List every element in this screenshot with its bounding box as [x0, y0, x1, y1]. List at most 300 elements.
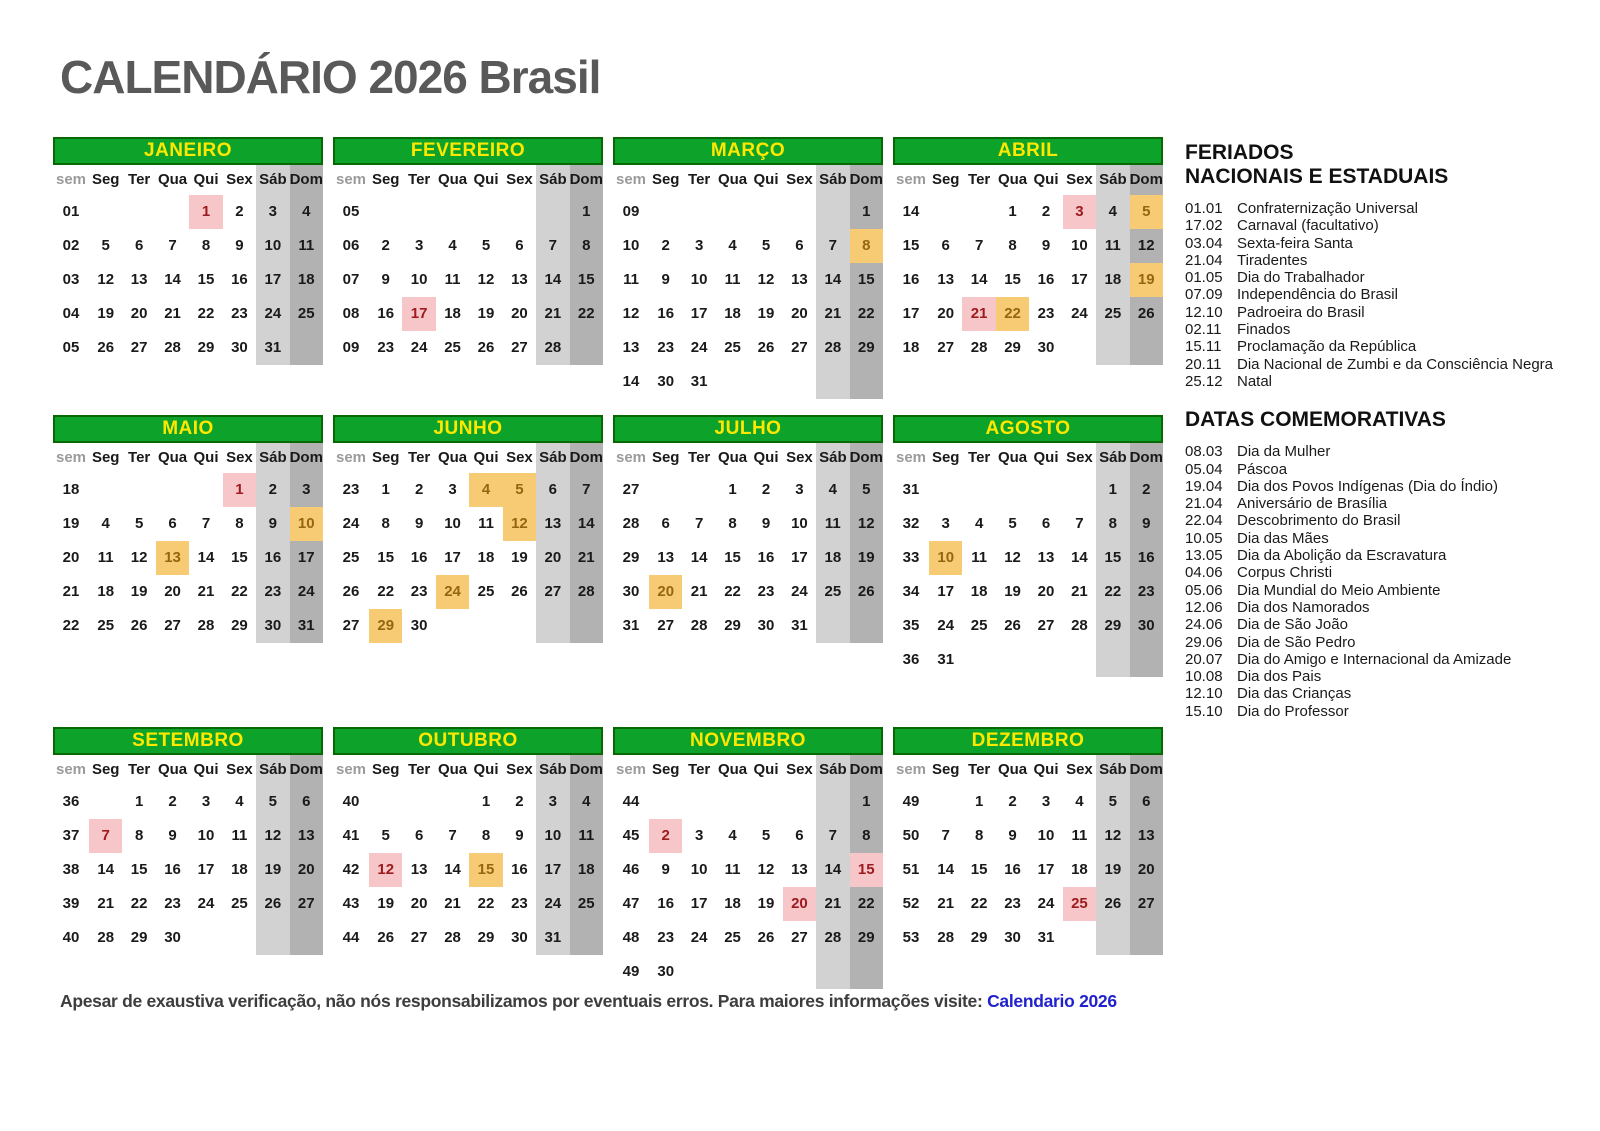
day-cell: 4 — [974, 515, 984, 532]
weekday-header-row — [613, 165, 883, 195]
day-cell: 22 — [970, 895, 988, 912]
day-cell: 29 — [1004, 339, 1021, 356]
day-cell: 21 — [816, 297, 849, 331]
commemorative-date: 19.04 — [1185, 477, 1223, 495]
month-title-marco: MARÇO — [613, 137, 883, 165]
day-cell: 4 — [728, 827, 737, 844]
day-cell: 26 — [850, 575, 883, 609]
day-cell: 25 — [724, 929, 741, 946]
holiday-label: Finados — [1237, 321, 1291, 339]
weekday-header: Ter — [128, 171, 151, 188]
day-cell: 22 — [1096, 575, 1129, 609]
footer-disclaimer — [60, 991, 1117, 1012]
empty-day-cell — [156, 473, 189, 507]
day-cell: 28 — [970, 339, 988, 356]
day-cell: 9 — [515, 827, 524, 844]
day-cell: 30 — [231, 339, 248, 356]
empty-day-cell — [816, 785, 849, 819]
commemorative-date: 10.08 — [1185, 668, 1223, 686]
day-cell: 1 — [134, 793, 144, 810]
week-number: 36 — [902, 651, 920, 668]
day-cell: 22 — [850, 887, 883, 921]
day-cell: 7 — [1075, 515, 1084, 532]
weekday-header: Dom — [290, 165, 323, 195]
weekday-header: Ter — [968, 761, 991, 778]
day-cell: 10 — [536, 819, 569, 853]
day-cell: 27 — [164, 617, 181, 634]
weekday-header: Qua — [717, 761, 748, 778]
week-column-header: sem — [55, 171, 87, 188]
week-row — [333, 609, 603, 643]
empty-day-cell — [749, 785, 782, 819]
day-cell: 11 — [724, 271, 741, 288]
footer-link[interactable]: Calendario 2026 — [987, 991, 1117, 1011]
day-cell: 5 — [850, 473, 883, 507]
week-number: 47 — [622, 895, 640, 912]
empty-day-cell — [682, 195, 715, 229]
month-title-janeiro: JANEIRO — [53, 137, 323, 165]
day-cell: 12 — [503, 507, 536, 541]
commemorative-date: 20.07 — [1185, 650, 1223, 668]
day-cell: 27 — [1037, 617, 1055, 634]
day-cell: 11 — [816, 507, 849, 541]
day-cell: 23 — [410, 583, 428, 600]
day-cell: 5 — [761, 827, 771, 844]
commemorative-label: Dia da Mulher — [1237, 443, 1331, 461]
week-row — [53, 575, 323, 609]
commemorative-date: 21.04 — [1185, 495, 1223, 513]
day-cell: 18 — [1096, 263, 1129, 297]
week-number: 53 — [902, 929, 920, 946]
weekday-header: Seg — [651, 761, 680, 778]
holiday-item — [1185, 269, 1590, 286]
day-cell: 12 — [477, 271, 495, 288]
week-row — [333, 331, 603, 365]
weekday-header: Seg — [371, 171, 400, 188]
week-number: 03 — [62, 271, 80, 288]
empty-day-cell — [649, 473, 682, 507]
weekday-header: Ter — [408, 449, 431, 466]
week-row — [53, 819, 323, 853]
day-cell: 15 — [850, 853, 883, 887]
empty-day-cell — [503, 609, 536, 643]
empty-day-cell — [369, 195, 402, 229]
empty-day-cell — [1096, 921, 1129, 955]
week-number: 50 — [902, 827, 920, 844]
day-cell: 12 — [757, 861, 775, 878]
month-agosto — [893, 415, 1163, 677]
week-row — [613, 609, 883, 643]
commemorative-label: Dia Mundial do Meio Ambiente — [1237, 581, 1441, 599]
weekday-header: Ter — [408, 761, 431, 778]
weekday-header: Seg — [931, 449, 960, 466]
day-cell: 2 — [1130, 473, 1163, 507]
day-cell: 19 — [377, 895, 395, 912]
day-cell: 28 — [937, 929, 955, 946]
week-number: 35 — [902, 617, 920, 634]
day-cell: 18 — [444, 305, 461, 322]
sidebar — [1185, 141, 1590, 720]
weekday-header: Seg — [931, 171, 960, 188]
holiday-item — [1185, 304, 1590, 321]
empty-day-cell — [1063, 921, 1096, 955]
empty-day-cell — [1130, 921, 1163, 955]
holiday-date: 20.11 — [1185, 355, 1222, 373]
week-row — [53, 195, 323, 229]
week-row — [333, 575, 603, 609]
day-cell: 30 — [256, 609, 289, 643]
day-cell: 9 — [256, 507, 289, 541]
month-novembro — [613, 727, 883, 989]
day-cell: 20 — [130, 305, 148, 322]
day-cell: 16 — [231, 271, 248, 288]
day-cell: 18 — [477, 549, 495, 566]
commemorative-heading: DATAS COMEMORATIVAS — [1185, 408, 1446, 432]
weekday-header: Seg — [91, 761, 120, 778]
empty-day-cell — [570, 921, 603, 955]
day-cell: 12 — [130, 549, 148, 566]
day-cell: 15 — [1096, 541, 1129, 575]
day-cell: 10 — [410, 271, 428, 288]
week-row — [333, 507, 603, 541]
week-number: 41 — [342, 827, 360, 844]
day-cell: 8 — [850, 819, 883, 853]
day-cell: 26 — [1096, 887, 1129, 921]
empty-day-cell — [816, 609, 849, 643]
holidays-list — [1185, 200, 1590, 390]
week-row — [893, 195, 1163, 229]
commemorative-list — [1185, 443, 1590, 720]
day-cell: 25 — [1063, 887, 1096, 921]
day-cell: 10 — [290, 507, 323, 541]
holiday-date: 15.11 — [1185, 338, 1222, 356]
week-number: 45 — [622, 827, 640, 844]
day-cell: 2 — [761, 481, 771, 498]
empty-day-cell — [649, 785, 682, 819]
week-row — [333, 819, 603, 853]
commemorative-label: Dia dos Povos Indígenas (Dia do Índio) — [1237, 477, 1498, 495]
empty-day-cell — [962, 643, 995, 677]
week-number: 44 — [342, 929, 360, 946]
month-outubro — [333, 727, 603, 955]
holiday-label: Independência do Brasil — [1237, 286, 1398, 304]
day-cell: 19 — [477, 305, 495, 322]
week-number: 06 — [342, 237, 360, 254]
week-row — [893, 785, 1163, 819]
day-cell: 20 — [649, 575, 682, 609]
holiday-date: 02.11 — [1185, 321, 1222, 339]
week-number: 31 — [622, 617, 640, 634]
day-cell: 23 — [1004, 895, 1021, 912]
day-cell: 15 — [570, 263, 603, 297]
day-cell: 25 — [970, 617, 988, 634]
day-cell: 6 — [536, 473, 569, 507]
weekday-header: Qui — [1033, 171, 1059, 188]
holiday-item — [1185, 338, 1590, 355]
day-cell: 17 — [791, 549, 808, 566]
day-cell: 21 — [444, 895, 461, 912]
day-cell: 22 — [130, 895, 148, 912]
day-cell: 8 — [1008, 237, 1017, 254]
empty-day-cell — [402, 785, 435, 819]
day-cell: 7 — [448, 827, 457, 844]
commemorative-item — [1185, 703, 1590, 720]
commemorative-item — [1185, 634, 1590, 651]
commemorative-date: 15.10 — [1185, 702, 1223, 720]
week-column-header: sem — [895, 171, 927, 188]
empty-day-cell — [436, 609, 469, 643]
empty-day-cell — [1063, 331, 1096, 365]
week-number: 12 — [622, 305, 640, 322]
day-cell: 3 — [795, 481, 804, 498]
week-column-header: sem — [615, 761, 647, 778]
empty-day-cell — [503, 195, 536, 229]
day-cell: 16 — [377, 305, 395, 322]
day-cell: 22 — [996, 297, 1029, 331]
weekday-header: Sáb — [536, 755, 569, 785]
weekday-header: Seg — [931, 761, 960, 778]
day-cell: 28 — [97, 929, 115, 946]
day-cell: 10 — [444, 515, 461, 532]
day-cell: 9 — [1041, 237, 1051, 254]
day-cell: 13 — [1037, 549, 1055, 566]
month-title-agosto: AGOSTO — [893, 415, 1163, 443]
day-cell: 23 — [511, 895, 528, 912]
day-cell: 4 — [101, 515, 110, 532]
empty-day-cell — [89, 785, 122, 819]
day-cell: 15 — [469, 853, 502, 887]
day-cell: 10 — [791, 515, 808, 532]
week-number: 32 — [902, 515, 920, 532]
commemorative-item — [1185, 685, 1590, 702]
weekday-header: Sáb — [1096, 165, 1129, 195]
day-cell: 24 — [690, 339, 708, 356]
week-row — [613, 331, 883, 365]
day-cell: 20 — [937, 305, 955, 322]
day-cell: 14 — [816, 853, 849, 887]
commemorative-label: Aniversário de Brasília — [1237, 495, 1388, 513]
week-number: 23 — [342, 481, 360, 498]
empty-day-cell — [749, 195, 782, 229]
day-cell: 7 — [89, 819, 122, 853]
holidays-heading — [1185, 141, 1590, 189]
week-row — [613, 921, 883, 955]
day-cell: 1 — [974, 793, 984, 810]
weekday-header: Qui — [753, 171, 779, 188]
commemorative-section — [1185, 408, 1590, 720]
commemorative-label: Dia do Professor — [1237, 702, 1349, 720]
week-column-header: sem — [895, 761, 927, 778]
weekday-header: Ter — [128, 449, 151, 466]
weekday-header: Seg — [651, 171, 680, 188]
day-cell: 11 — [1071, 827, 1088, 844]
day-cell: 22 — [850, 297, 883, 331]
day-cell: 12 — [850, 507, 883, 541]
day-cell: 5 — [503, 473, 536, 507]
week-row — [53, 541, 323, 575]
day-cell: 3 — [448, 481, 457, 498]
week-number: 40 — [342, 793, 360, 810]
holiday-date: 17.02 — [1185, 217, 1223, 235]
empty-day-cell — [1063, 473, 1096, 507]
weekday-header: Dom — [850, 165, 883, 195]
empty-day-cell — [1029, 473, 1062, 507]
empty-day-cell — [1130, 643, 1163, 677]
empty-day-cell — [189, 921, 222, 955]
empty-day-cell — [1130, 331, 1163, 365]
week-row — [613, 365, 883, 399]
week-row — [613, 575, 883, 609]
day-cell: 3 — [290, 473, 323, 507]
week-number: 04 — [62, 305, 80, 322]
day-cell: 6 — [795, 237, 804, 254]
weekday-header: Ter — [408, 171, 431, 188]
day-cell: 2 — [168, 793, 177, 810]
week-number: 43 — [342, 895, 360, 912]
day-cell: 4 — [469, 473, 502, 507]
weekday-header: Qui — [473, 449, 499, 466]
day-cell: 31 — [256, 331, 289, 365]
day-cell: 10 — [197, 827, 215, 844]
day-cell: 21 — [962, 297, 995, 331]
weekday-header: Seg — [651, 449, 680, 466]
day-cell: 27 — [130, 339, 148, 356]
week-row — [333, 887, 603, 921]
day-cell: 3 — [941, 515, 950, 532]
commemorative-item — [1185, 461, 1590, 478]
day-cell: 24 — [536, 887, 569, 921]
day-cell: 21 — [690, 583, 708, 600]
weekday-header-row — [893, 443, 1163, 473]
day-cell: 15 — [970, 861, 988, 878]
day-cell: 11 — [724, 861, 741, 878]
weekday-header: Sex — [786, 761, 813, 778]
day-cell: 31 — [536, 921, 569, 955]
day-cell: 10 — [690, 271, 708, 288]
day-cell: 12 — [369, 853, 402, 887]
day-cell: 18 — [231, 861, 248, 878]
weekday-header: Qui — [753, 449, 779, 466]
commemorative-item — [1185, 599, 1590, 616]
day-cell: 7 — [201, 515, 211, 532]
month-setembro — [53, 727, 323, 955]
day-cell: 6 — [290, 785, 323, 819]
empty-day-cell — [716, 785, 749, 819]
day-cell: 1 — [570, 195, 603, 229]
weekday-header: Sáb — [536, 443, 569, 473]
weekday-header: Ter — [968, 449, 991, 466]
empty-day-cell — [996, 643, 1029, 677]
holiday-item — [1185, 200, 1590, 217]
day-cell: 21 — [1071, 583, 1088, 600]
day-cell: 12 — [97, 271, 115, 288]
empty-day-cell — [469, 609, 502, 643]
day-cell: 25 — [477, 583, 495, 600]
day-cell: 16 — [657, 305, 675, 322]
week-number: 07 — [342, 271, 360, 288]
holiday-date: 01.01 — [1185, 200, 1223, 217]
holidays-section — [1185, 141, 1590, 390]
weekday-header: Qui — [1033, 449, 1059, 466]
commemorative-label: Dia dos Pais — [1237, 668, 1322, 686]
day-cell: 5 — [381, 827, 390, 844]
weekday-header: Qua — [437, 449, 468, 466]
day-cell: 15 — [197, 271, 215, 288]
weekday-header: Qua — [157, 761, 188, 778]
day-cell: 25 — [816, 575, 849, 609]
holiday-item — [1185, 321, 1590, 338]
weekday-header: Qua — [157, 171, 188, 188]
day-cell: 7 — [694, 515, 704, 532]
day-cell: 9 — [381, 271, 390, 288]
day-cell: 16 — [757, 549, 775, 566]
week-number: 13 — [622, 339, 640, 356]
day-cell: 8 — [728, 515, 737, 532]
day-cell: 11 — [1096, 229, 1129, 263]
week-number: 10 — [622, 237, 640, 254]
week-number: 26 — [342, 583, 360, 600]
day-cell: 29 — [970, 929, 988, 946]
day-cell: 4 — [816, 473, 849, 507]
day-cell: 31 — [937, 651, 955, 668]
week-row — [53, 785, 323, 819]
day-cell: 8 — [570, 229, 603, 263]
commemorative-label: Dia do Amigo e Internacional da Amizade — [1237, 650, 1512, 668]
weekday-header-row — [893, 755, 1163, 785]
day-cell: 13 — [290, 819, 323, 853]
day-cell: 26 — [757, 929, 775, 946]
day-cell: 2 — [515, 793, 524, 810]
weekday-header: Sex — [786, 171, 813, 188]
day-cell: 28 — [536, 331, 569, 365]
month-julho — [613, 415, 883, 643]
day-cell: 19 — [850, 541, 883, 575]
week-number: 33 — [902, 549, 920, 566]
week-row — [893, 473, 1163, 507]
commemorative-date: 29.06 — [1185, 633, 1223, 651]
day-cell: 20 — [783, 887, 816, 921]
commemorative-date: 05.06 — [1185, 581, 1223, 599]
weekday-header: Sex — [506, 761, 533, 778]
day-cell: 26 — [1130, 297, 1163, 331]
day-cell: 14 — [970, 271, 988, 288]
day-cell: 18 — [724, 305, 741, 322]
day-cell: 4 — [1096, 195, 1129, 229]
day-cell: 25 — [97, 617, 115, 634]
day-cell: 17 — [1071, 271, 1088, 288]
weekday-header: Qua — [717, 449, 748, 466]
day-cell: 1 — [728, 481, 737, 498]
commemorative-label: Corpus Christi — [1237, 564, 1333, 582]
empty-day-cell — [962, 195, 995, 229]
day-cell: 11 — [570, 819, 603, 853]
weekday-header: Sáb — [256, 443, 289, 473]
holiday-item — [1185, 235, 1590, 252]
weekday-header: Sáb — [816, 165, 849, 195]
empty-day-cell — [816, 195, 849, 229]
weekday-header: Qua — [157, 449, 188, 466]
day-cell: 19 — [1096, 853, 1129, 887]
week-number: 51 — [902, 861, 920, 878]
day-cell: 2 — [661, 237, 670, 254]
week-column-header: sem — [55, 761, 87, 778]
week-row — [333, 853, 603, 887]
week-number: 29 — [622, 549, 640, 566]
day-cell: 27 — [791, 929, 808, 946]
week-row — [53, 609, 323, 643]
week-row — [613, 473, 883, 507]
day-cell: 3 — [536, 785, 569, 819]
